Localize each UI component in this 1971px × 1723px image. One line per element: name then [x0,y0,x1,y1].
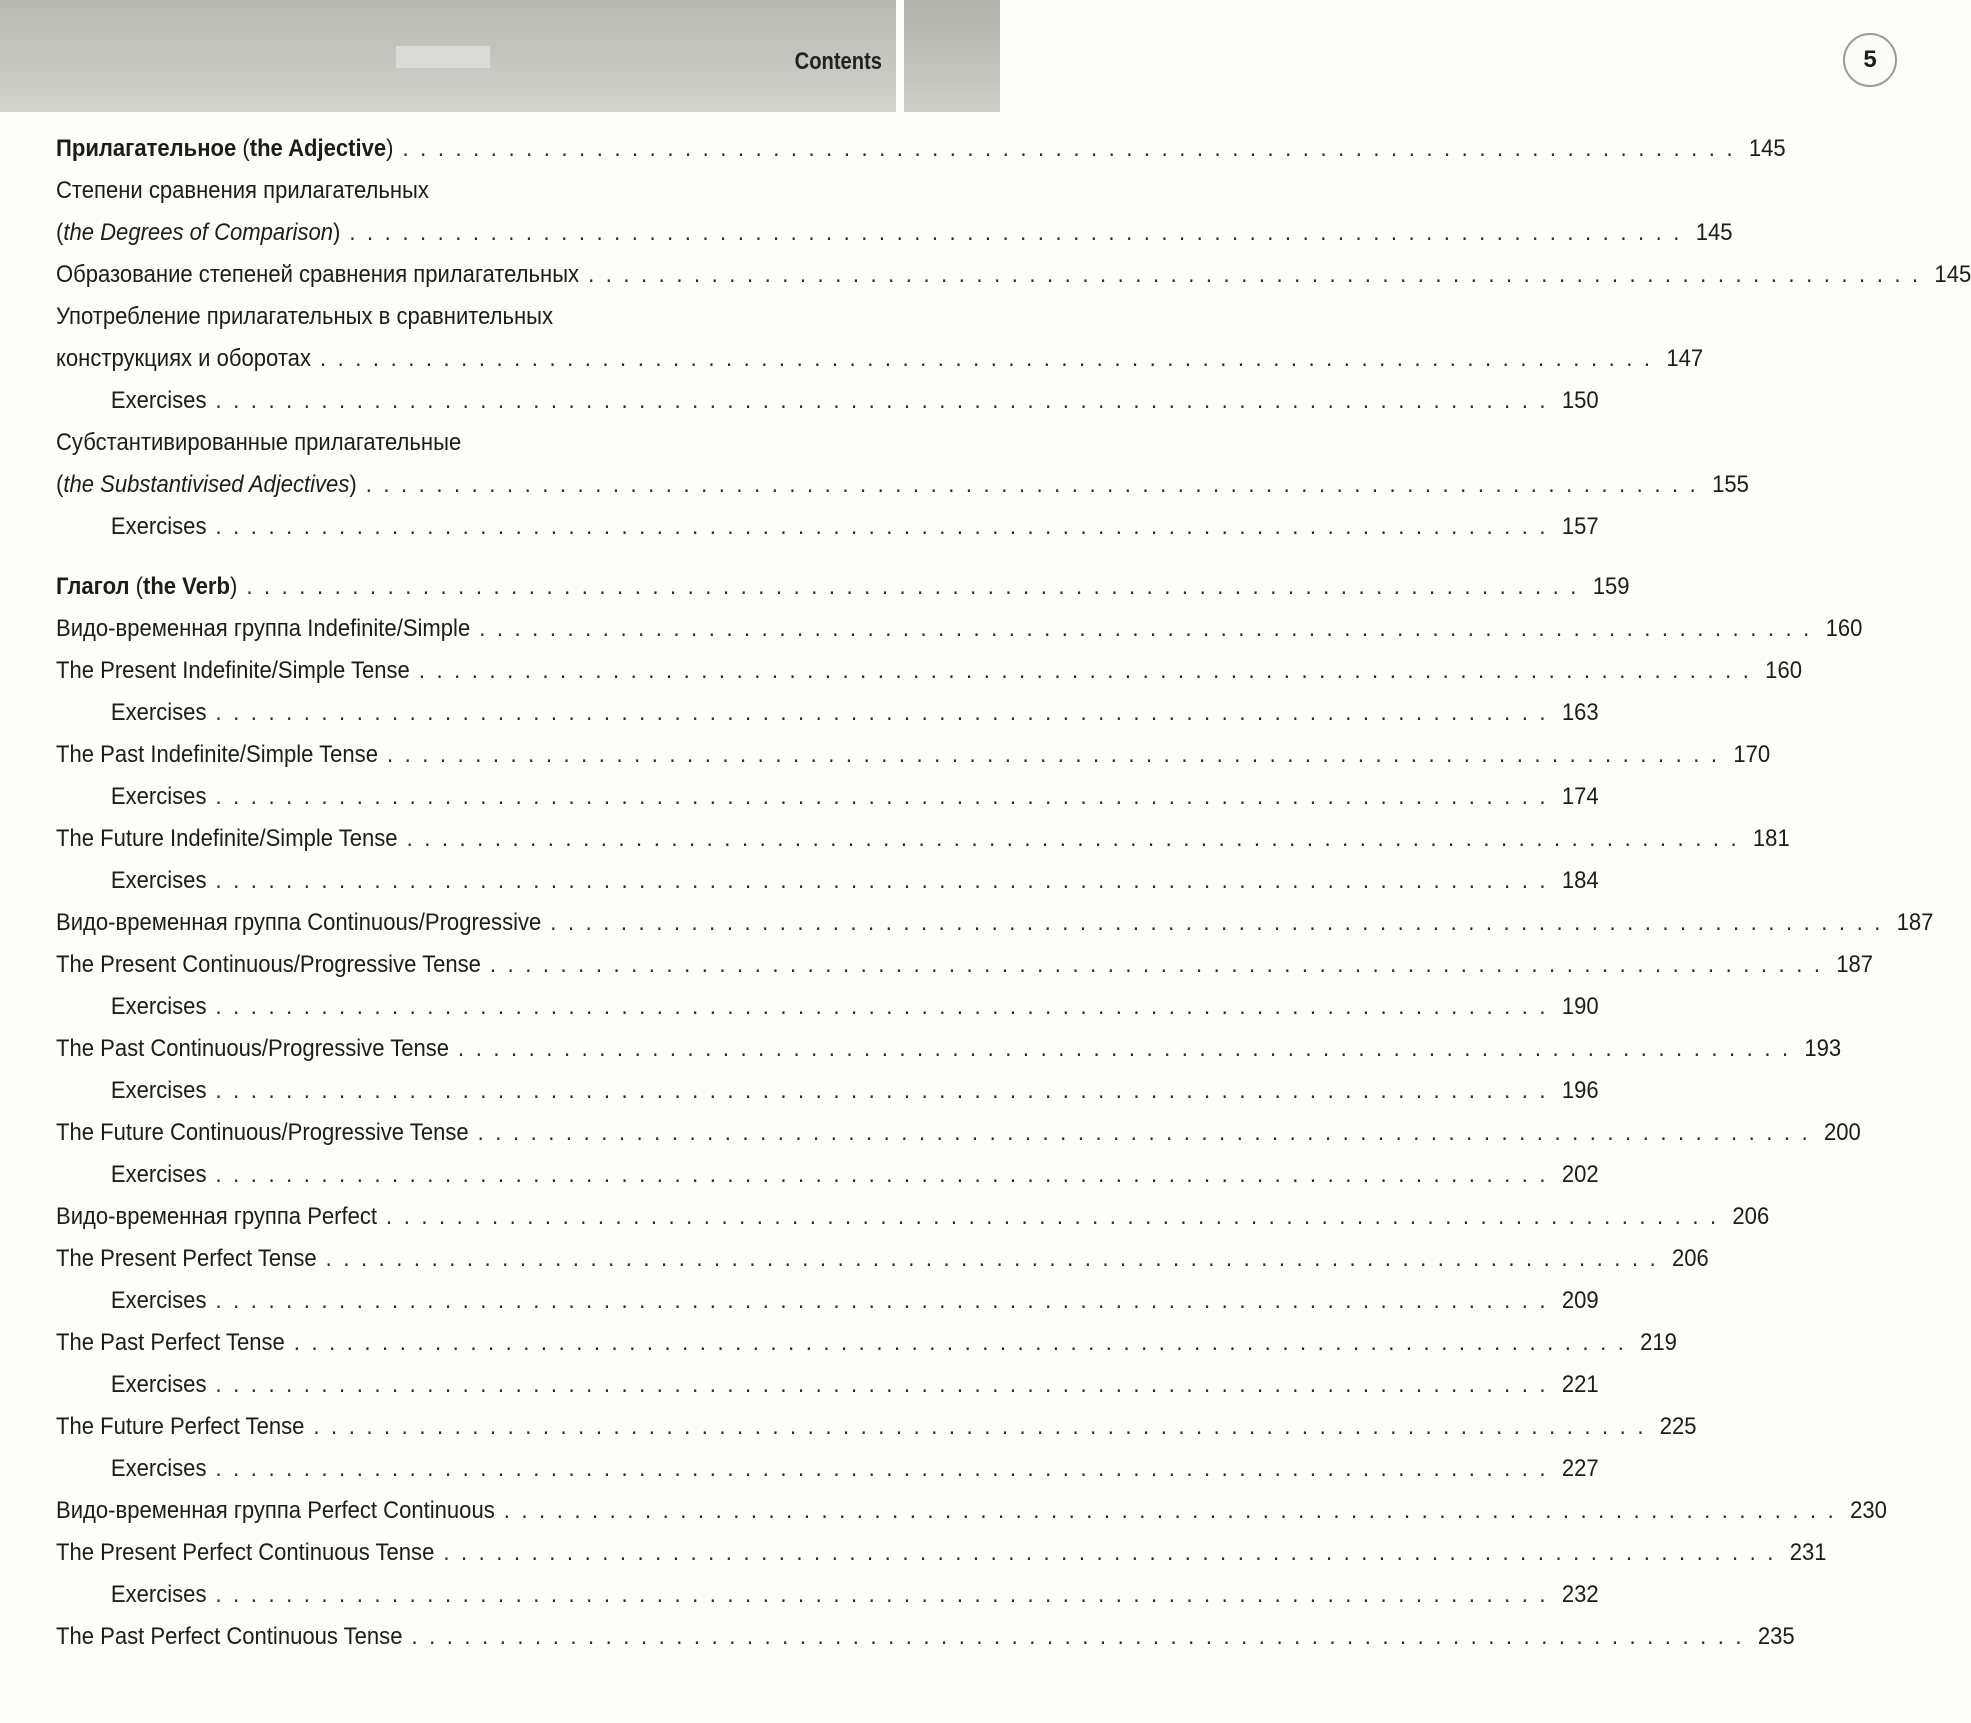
toc-entry-title: The Future Indefinite/Simple Tense [56,825,398,852]
toc-entry-title: Видо-временная группа Perfect Continuous [56,1497,495,1524]
toc-page-number: 221 [1561,1371,1599,1398]
toc-entry-title-line1: Субстантивированные прилагательные [56,429,462,456]
toc-page-number: 187 [1836,951,1874,978]
toc-page-number: 160 [1825,615,1863,642]
toc-leader-dots [215,1574,1548,1616]
toc-entry[interactable] [56,1322,1677,1364]
toc-page-number: 147 [1666,345,1704,372]
toc-leader-dots [588,254,1921,296]
toc-entry[interactable] [56,734,1771,776]
toc-entry[interactable] [56,1532,1827,1574]
toc-leader-dots [387,734,1720,776]
toc-exercises[interactable] [56,1280,1599,1322]
toc-page-number: 145 [1695,219,1733,246]
toc-entry-title: конструкциях и оборотах [56,345,311,372]
toc-entry-title: Видо-временная группа Indefinite/Simple [56,615,471,642]
toc-page-number: 145 [1748,135,1786,162]
toc-exercises[interactable] [56,1070,1599,1112]
toc-page-number: 160 [1765,657,1802,684]
toc-leader-dots [313,1406,1646,1448]
toc-leader-dots [215,506,1548,548]
toc-leader-dots [366,464,1699,506]
toc-leader-dots [326,1238,1659,1280]
toc-entry[interactable] [56,170,1733,254]
toc-page-number: 209 [1561,1287,1599,1314]
running-header [0,0,896,112]
toc-page-number: 219 [1640,1329,1677,1356]
toc-leader-dots [419,650,1752,692]
toc-entry-title: Exercises [110,513,207,540]
toc-entry-title: Exercises [110,1287,207,1314]
toc-entry-title: (the Substantivised Adjectives) [56,471,357,498]
toc-page-number: 159 [1592,573,1630,600]
toc-entry-title: Exercises [110,1077,207,1104]
toc-entry-title: Глагол (the Verb) [56,573,238,600]
toc-leader-dots [215,1154,1548,1196]
toc-entry[interactable] [56,422,1749,506]
table-of-contents [56,128,1971,1658]
toc-entry-title: Exercises [110,867,207,894]
toc-entry-title: The Future Perfect Tense [56,1413,305,1440]
toc-page-number: 235 [1757,1623,1795,1650]
toc-page-number: 231 [1789,1539,1827,1566]
toc-exercises[interactable] [56,986,1599,1028]
toc-leader-dots [215,1280,1548,1322]
toc-entry-title: Exercises [110,1581,207,1608]
toc-entry-title: The Past Continuous/Progressive Tense [56,1035,450,1062]
toc-entry-title: Exercises [110,387,207,414]
toc-entry-title: Видо-временная группа Continuous/Progressive [56,909,542,936]
toc-page-number: 196 [1561,1077,1599,1104]
toc-entry[interactable] [56,1406,1697,1448]
toc-entry-title-line1: Употребление прилагательных в сравнительных [56,303,554,330]
toc-leader-dots [215,1070,1548,1112]
toc-page-number: 225 [1659,1413,1697,1440]
toc-entry-title-line1: Степени сравнения прилагательных [56,177,429,204]
page-number-tab [904,0,1877,112]
toc-entry-title: Exercises [110,699,207,726]
toc-entry[interactable] [56,254,1971,296]
toc-entry-title: Exercises [110,1161,207,1188]
toc-page-number: 187 [1896,909,1934,936]
toc-entry[interactable] [56,818,1790,860]
toc-page-number: 184 [1561,867,1599,894]
header-divider [896,0,904,112]
toc-entry[interactable] [56,1028,1842,1070]
toc-page-number: 232 [1561,1581,1599,1608]
toc-section-verb[interactable] [56,566,1630,608]
toc-entry-title: Exercises [110,1371,207,1398]
toc-leader-dots [215,380,1548,422]
toc-leader-dots [349,212,1682,254]
toc-page-number: 181 [1752,825,1790,852]
toc-entry[interactable] [56,296,1704,380]
toc-entry-title: The Past Perfect Tense [56,1329,285,1356]
toc-entry-title: The Past Indefinite/Simple Tense [56,741,378,768]
toc-page-number: 227 [1561,1455,1599,1482]
toc-entry-title: Образование степеней сравнения прилагательных [56,261,580,288]
toc-entry-title: The Present Continuous/Progressive Tense [56,951,481,978]
toc-leader-dots [443,1532,1776,1574]
header-title: Contents [794,48,882,75]
toc-entry-title: Видо-временная группа Perfect [56,1203,378,1230]
toc-page-number: 193 [1804,1035,1842,1062]
toc-leader-dots [215,692,1548,734]
toc-leader-dots [246,566,1579,608]
toc-entry-title: The Present Perfect Continuous Tense [56,1539,435,1566]
toc-leader-dots [504,1490,1837,1532]
toc-entry-title: (the Degrees of Comparison) [56,219,341,246]
toc-exercises[interactable] [56,692,1599,734]
toc-exercises[interactable] [56,380,1599,422]
toc-entry-title: The Future Continuous/Progressive Tense [56,1119,469,1146]
toc-leader-dots [458,1028,1791,1070]
toc-leader-dots [407,818,1740,860]
toc-entry[interactable] [56,1616,1795,1658]
toc-leader-dots [215,1448,1548,1490]
toc-entry-title: The Present Perfect Tense [56,1245,317,1272]
toc-page-number: 190 [1561,993,1599,1020]
toc-page-number: 170 [1733,741,1771,768]
toc-leader-dots [215,776,1548,818]
toc-exercises[interactable] [56,1448,1599,1490]
header-scan-highlight [396,46,490,68]
toc-leader-dots [478,1112,1811,1154]
toc-leader-dots [550,902,1883,944]
toc-page-number: 230 [1850,1497,1887,1524]
toc-entry[interactable] [56,608,1863,650]
toc-exercises[interactable] [56,776,1599,818]
toc-exercises[interactable] [56,860,1599,902]
toc-leader-dots [215,986,1548,1028]
toc-page-number: 163 [1561,699,1599,726]
toc-entry-title: Exercises [110,1455,207,1482]
toc-leader-dots [479,608,1812,650]
toc-leader-dots [215,1364,1548,1406]
toc-page-number: 206 [1732,1203,1770,1230]
toc-entry-title: The Present Indefinite/Simple Tense [56,657,410,684]
toc-section-adjective[interactable] [56,128,1786,170]
toc-leader-dots [403,128,1736,170]
toc-exercises[interactable] [56,1154,1599,1196]
toc-leader-dots [294,1322,1627,1364]
toc-entry[interactable] [56,1196,1770,1238]
toc-page-number: 157 [1561,513,1599,540]
toc-leader-dots [386,1196,1719,1238]
toc-entry[interactable] [56,1238,1709,1280]
toc-page-number: 202 [1561,1161,1599,1188]
toc-page-number: 200 [1824,1119,1861,1146]
toc-exercises[interactable] [56,1364,1599,1406]
toc-page-number: 155 [1712,471,1749,498]
toc-entry[interactable] [56,1490,1887,1532]
toc-page-number: 145 [1934,261,1971,288]
toc-entry[interactable] [56,650,1802,692]
toc-leader-dots [490,944,1823,986]
toc-leader-dots [411,1616,1744,1658]
toc-page-number: 206 [1672,1245,1709,1272]
toc-entry[interactable] [56,902,1934,944]
toc-exercises[interactable] [56,1574,1599,1616]
toc-entry[interactable] [56,1112,1861,1154]
toc-entry-title: Exercises [110,783,207,810]
toc-page-number: 174 [1561,783,1599,810]
toc-leader-dots [320,338,1653,380]
toc-entry-title: Прилагательное (the Adjective) [56,135,394,162]
toc-entry-title: Exercises [110,993,207,1020]
page-number-badge: 5 [1843,33,1897,87]
toc-exercises[interactable] [56,506,1599,548]
toc-page-number: 150 [1561,387,1599,414]
toc-entry[interactable] [56,944,1874,986]
toc-leader-dots [215,860,1548,902]
toc-entry-title: The Past Perfect Continuous Tense [56,1623,403,1650]
